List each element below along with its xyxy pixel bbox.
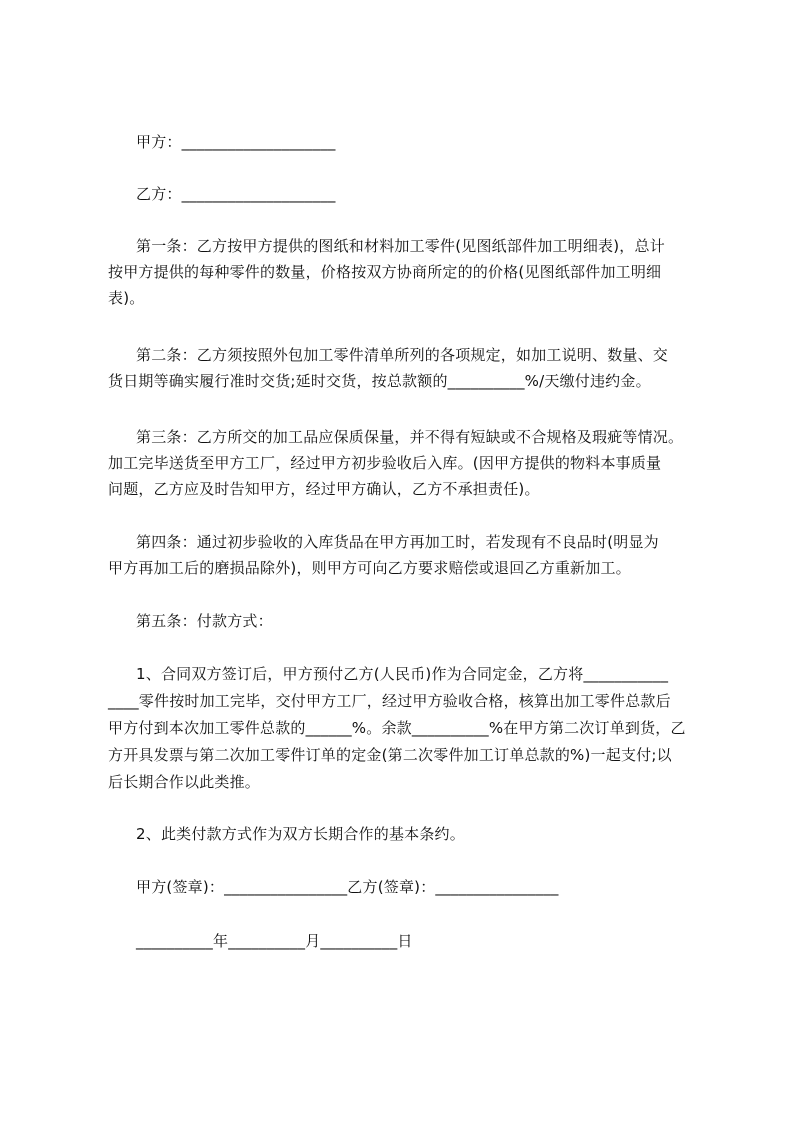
article-5-item-1-line-5: 后长期合作以此类推。 (108, 773, 261, 791)
article-1-line-1: 第一条：乙方按甲方提供的图纸和材料加工零件(见图纸部件加工明细表)，总计 (136, 237, 665, 255)
article-3-line-2: 加工完毕送货至甲方工厂，经过甲方初步验收后入库。(因甲方提供的物料本事质量 (108, 454, 662, 472)
article-3-line-3: 问题，乙方应及时告知甲方，经过甲方确认，乙方不承担责任)。 (108, 480, 540, 498)
article-5-title: 第五条：付款方式： (136, 612, 273, 630)
party-b-line: 乙方：____________________ (136, 185, 336, 203)
article-4-line-2: 甲方再加工后的磨损品除外)，则甲方可向乙方要求赔偿或退回乙方重新加工。 (108, 559, 631, 577)
signature-line: 甲方(签章)：________________乙方(签章)：________________ (136, 878, 559, 896)
article-5-item-2: 2、此类付款方式作为双方长期合作的基本条约。 (136, 825, 465, 843)
article-5-item-1-line-2: ____零件按时加工完毕，交付甲方工厂，经过甲方验收合格，核算出加工零件总款后 (108, 692, 671, 710)
date-line: __________年__________月__________日 (136, 932, 413, 950)
article-4-line-1: 第四条：通过初步验收的入库货品在甲方再加工时，若发现有不良品时(明显为 (136, 533, 659, 551)
party-a-line: 甲方：____________________ (136, 133, 336, 151)
article-5-item-1-line-4: 方开具发票与第二次加工零件订单的定金(第二次零件加工订单总款的%)一起支付;以 (108, 746, 672, 764)
article-2-line-1: 第二条：乙方须按照外包加工零件清单所列的各项规定，如加工说明、数量、交 (136, 346, 669, 364)
article-1-line-3: 表)。 (108, 289, 145, 307)
article-5-item-1-line-1: 1、合同双方签订后，甲方预付乙方(人民币)作为合同定金，乙方将___________ (136, 665, 669, 683)
article-1-line-2: 按甲方提供的每种零件的数量，价格按双方协商所定的的价格(见图纸部件加工明细 (108, 263, 662, 281)
article-5-item-1-line-3: 甲方付到本次加工零件总款的______%。余款__________%在甲方第二次订单到货，乙 (108, 719, 686, 737)
article-2-line-2: 货日期等确实履行准时交货;延时交货，按总款额的__________%/天缴付违约金。 (108, 372, 651, 390)
article-3-line-1: 第三条：乙方所交的加工品应保质保量，并不得有短缺或不合规格及瑕疵等情况。 (136, 428, 684, 446)
